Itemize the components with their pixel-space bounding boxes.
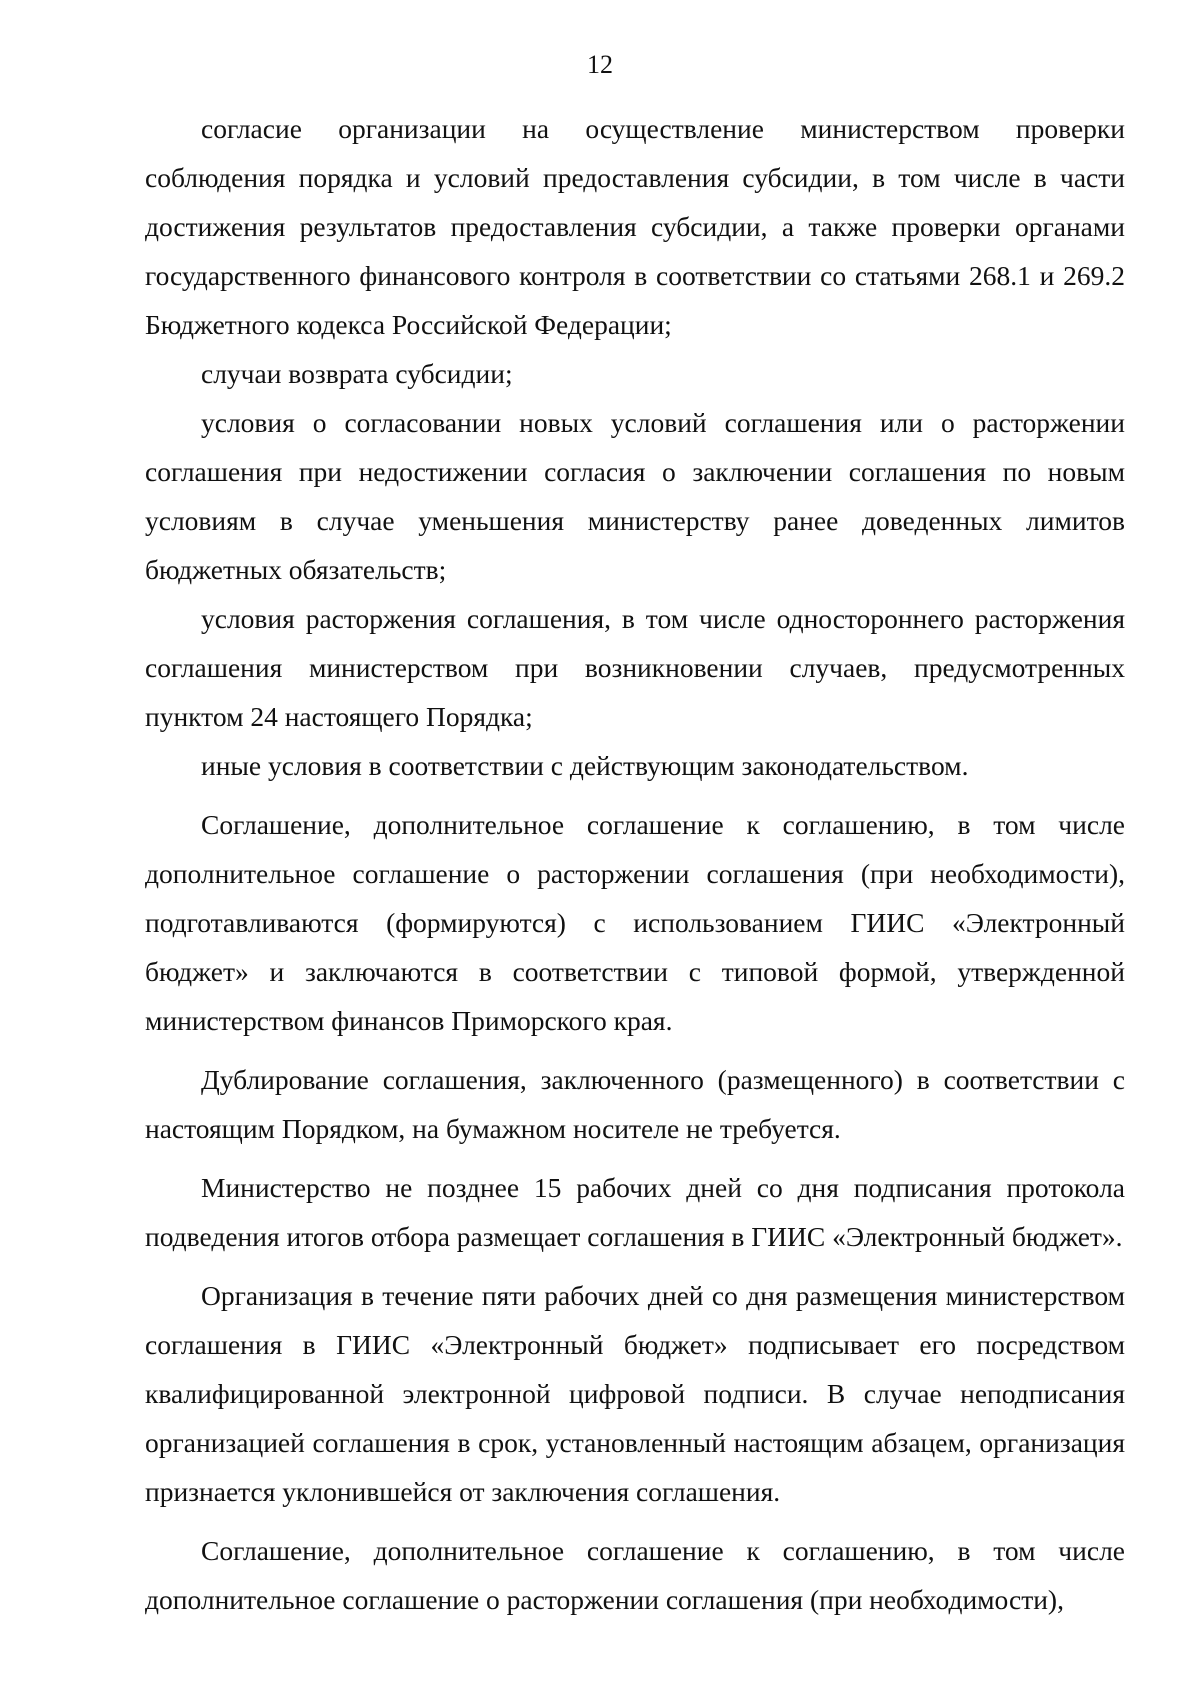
paragraph-new-conditions: условия о согласовании новых условий соглашения или о расторжении соглашения при недостижении согласия о заключении соглашения по новым условиям в случае уменьшения министерству ранее доведенных лимитов бюджетных обязательств; — [145, 407, 1125, 585]
paragraph-organization-signing: Организация в течение пяти рабочих дней со дня размещения министерством соглашения в ГИИС «Электронный бюджет» подписывает его посредством квалифицированной электронной цифровой подписи. В случае неподписания организацией соглашения в срок, установленный настоящим абзацем, организация признается уклонившейся от заключения соглашения. — [145, 1280, 1125, 1507]
paragraph-return-cases: случаи возврата субсидии; — [201, 358, 513, 389]
paragraph-termination-conditions: условия расторжения соглашения, в том числе одностороннего расторжения соглашения министерством при возникновении случаев, предусмотренных пунктом 24 настоящего Порядка; — [145, 603, 1125, 732]
document-body — [145, 104, 1125, 1624]
paragraph-ministry-placement: Министерство не позднее 15 рабочих дней со дня подписания протокола подведения итогов отбора размещает соглашения в ГИИС «Электронный бюджет». — [145, 1172, 1125, 1252]
page-number: 12 — [587, 50, 613, 79]
paragraph-additional-agreement: Соглашение, дополнительное соглашение к соглашению, в том числе дополнительное соглашение о расторжении соглашения (при необходимости), — [145, 1535, 1125, 1615]
paragraph-verification-consent: согласие организации на осуществление министерством проверки соблюдения порядка и условий предоставления субсидии, в том числе в части достижения результатов предоставления субсидии, а также проверки органами государственного финансового контроля в соответствии со статьями 268.1 и 269.2 Бюджетного кодекса Российской Федерации; — [145, 113, 1125, 340]
paragraph-other-conditions: иные условия в соответствии с действующим законодательством. — [201, 750, 969, 781]
paragraph-agreement-preparation: Соглашение, дополнительное соглашение к соглашению, в том числе дополнительное соглашение о расторжении соглашения (при необходимости), подготавливаются (формируются) с использованием ГИИС «Электронный бюджет» и заключаются в соответствии с типовой формой, утвержденной министерством финансов Приморского края. — [145, 809, 1125, 1036]
paragraph-paper-duplication: Дублирование соглашения, заключенного (размещенного) в соответствии с настоящим Порядком, на бумажном носителе не требуется. — [145, 1064, 1125, 1144]
